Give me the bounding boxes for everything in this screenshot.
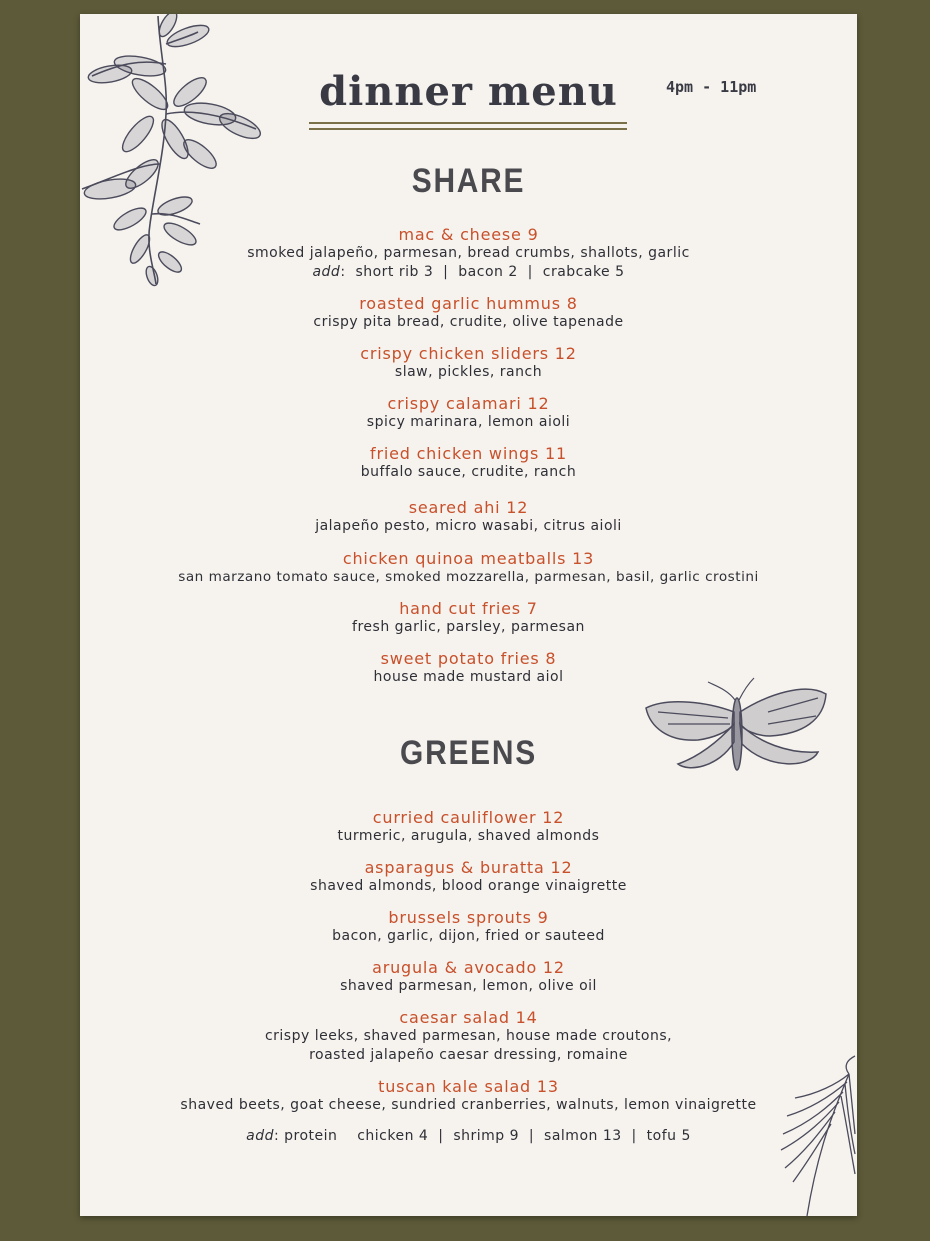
item-description: smoked jalapeño, parmesan, bread crumbs, shallots, garlic (247, 245, 690, 261)
menu-item (80, 444, 857, 482)
item-name: roasted garlic hummus 8 (359, 294, 578, 313)
greens-section-title (80, 736, 857, 770)
add-options: : protein chicken 4 | shrimp 9 | salmon 13 | tofu 5 (273, 1128, 691, 1144)
item-name: tuscan kale salad 13 (378, 1077, 559, 1096)
greens-addons (80, 1128, 857, 1144)
item-name: crispy calamari 12 (387, 394, 550, 413)
share-heading: SHARE (411, 162, 526, 200)
share-section-title (80, 164, 857, 198)
item-description: crispy leeks, shaved parmesan, house made croutons, (264, 1028, 673, 1044)
add-label: add (246, 1128, 274, 1144)
item-description: bacon, garlic, dijon, fried or sauteed (332, 928, 605, 944)
item-description: crispy pita bread, crudite, olive tapenade (313, 314, 624, 330)
menu-item (80, 225, 857, 282)
item-name: brussels sprouts 9 (388, 908, 549, 927)
item-description: slaw, pickles, ranch (394, 364, 543, 380)
item-name: fried chicken wings 11 (370, 444, 567, 463)
item-name: chicken quinoa meatballs 13 (342, 549, 595, 568)
menu-item (80, 808, 857, 846)
item-name: caesar salad 14 (399, 1008, 538, 1027)
menu-page (80, 14, 857, 1216)
menu-item (80, 394, 857, 432)
add-options: : short rib 3 | bacon 2 | crabcake 5 (340, 264, 625, 280)
item-name: arugula & avocado 12 (372, 958, 565, 977)
item-name: seared ahi 12 (408, 498, 529, 517)
menu-item (80, 958, 857, 996)
title-rule-top (309, 122, 627, 124)
item-name: crispy chicken sliders 12 (360, 344, 577, 363)
page-title: dinner menu (319, 68, 618, 115)
item-description-line-2: roasted jalapeño caesar dressing, romaine (309, 1047, 628, 1063)
item-name: mac & cheese 9 (398, 225, 539, 244)
palm-frond-illustration (777, 1054, 857, 1216)
item-description: shaved parmesan, lemon, olive oil (340, 978, 597, 994)
menu-item (80, 1008, 857, 1065)
item-description: shaved beets, goat cheese, sundried cranberries, walnuts, lemon vinaigrette (180, 1097, 757, 1113)
title-rule-bottom (309, 128, 627, 130)
item-description: jalapeño pesto, micro wasabi, citrus aioli (315, 518, 622, 534)
menu-item (80, 908, 857, 946)
moth-illustration (638, 672, 833, 792)
menu-item (80, 344, 857, 382)
item-description: san marzano tomato sauce, smoked mozzarella, parmesan, basil, garlic crostini (178, 569, 759, 585)
item-description: buffalo sauce, crudite, ranch (360, 464, 577, 480)
menu-item (80, 498, 857, 536)
menu-item (80, 599, 857, 637)
item-description: spicy marinara, lemon aioli (366, 414, 571, 430)
menu-item (80, 1077, 857, 1115)
item-description: turmeric, arugula, shaved almonds (337, 828, 600, 844)
hours-label: 4pm - 11pm (666, 78, 757, 96)
menu-item (80, 858, 857, 896)
item-description: shaved almonds, blood orange vinaigrette (310, 878, 627, 894)
item-name: curried cauliflower 12 (372, 808, 565, 827)
item-name: asparagus & buratta 12 (364, 858, 573, 877)
menu-item (80, 294, 857, 332)
item-addons (80, 263, 857, 282)
add-label: add (312, 264, 341, 280)
item-description: house made mustard aiol (373, 669, 564, 685)
item-name: sweet potato fries 8 (380, 649, 557, 668)
menu-item (80, 549, 857, 587)
greens-heading: GREENS (400, 734, 537, 772)
item-description: fresh garlic, parsley, parmesan (352, 619, 585, 635)
item-name: hand cut fries 7 (399, 599, 538, 618)
